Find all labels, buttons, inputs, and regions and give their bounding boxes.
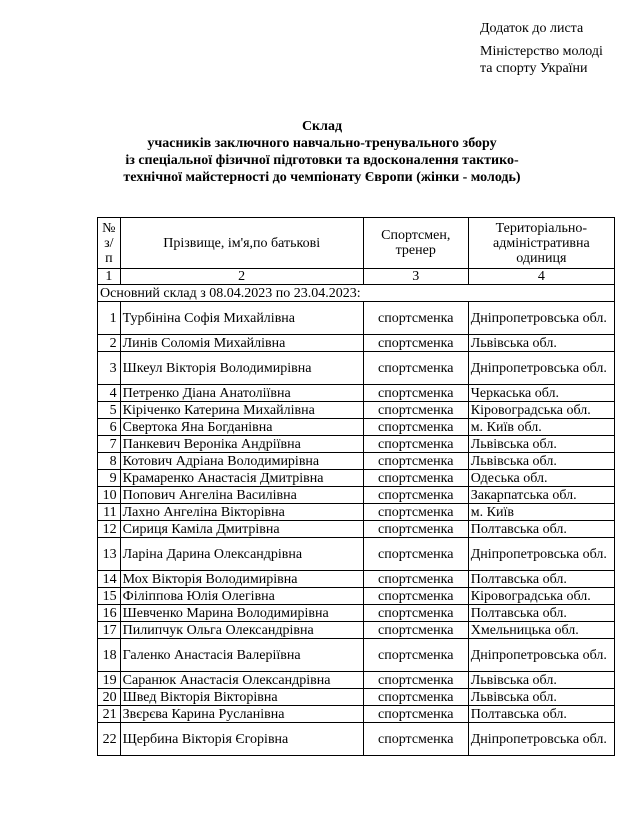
table-row [98,538,615,571]
participant-region: Полтавська обл. [468,571,614,588]
row-number: 12 [98,521,121,538]
participant-role: спортсменка [363,639,468,672]
participant-role: спортсменка [363,453,468,470]
participant-region: Дніпропетровська обл. [468,538,614,571]
table-row [98,689,615,706]
row-number: 15 [98,588,121,605]
row-number: 5 [98,402,121,419]
participant-role: спортсменка [363,689,468,706]
participant-region: Полтавська обл. [468,605,614,622]
participant-role: спортсменка [363,672,468,689]
row-number: 20 [98,689,121,706]
table-row [98,723,615,756]
participant-role: спортсменка [363,538,468,571]
participant-role: спортсменка [363,605,468,622]
participant-name: Турбініна Софія Михайлівна [120,302,363,335]
section-label: Основний склад з 08.04.2023 по 23.04.2023: [98,285,615,302]
participant-role: спортсменка [363,352,468,385]
participant-name: Шевченко Марина Володимирівна [120,605,363,622]
table-row [98,385,615,402]
table-row [98,639,615,672]
title-line: технічної майстерності до чемпіонату Європи (жінки - молодь) [123,170,521,185]
participant-name: Ларіна Дарина Олександрівна [120,538,363,571]
row-number: 10 [98,487,121,504]
participant-region: м. Київ обл. [468,419,614,436]
participant-name: Галенко Анастасія Валеріївна [120,639,363,672]
addendum-line: Міністерство молоді [480,44,603,59]
table-row [98,470,615,487]
row-number: 17 [98,622,121,639]
participant-name: Котович Адріана Володимирівна [120,453,363,470]
participant-name: Панкевич Вероніка Андріївна [120,436,363,453]
participant-region: Черкаська обл. [468,385,614,402]
participant-role: спортсменка [363,723,468,756]
row-number: 13 [98,538,121,571]
row-number: 3 [98,352,121,385]
row-number: 16 [98,605,121,622]
participant-role: спортсменка [363,402,468,419]
table-row [98,402,615,419]
row-number: 4 [98,385,121,402]
header-text: з/ [104,235,114,251]
header-text: тренер [395,243,436,258]
header-role [363,218,468,269]
participant-region: Дніпропетровська обл. [468,639,614,672]
row-number: 6 [98,419,121,436]
participant-role: спортсменка [363,419,468,436]
participant-name: Шкеул Вікторія Володимирівна [120,352,363,385]
participant-region: Закарпатська обл. [468,487,614,504]
row-number: 14 [98,571,121,588]
table-row [98,335,615,352]
header-text: № [102,220,116,236]
participant-region: Львівська обл. [468,689,614,706]
participant-region: Львівська обл. [468,436,614,453]
table-row [98,487,615,504]
participant-role: спортсменка [363,302,468,335]
participant-region: Львівська обл. [468,453,614,470]
participant-name: Лахно Ангеліна Вікторівна [120,504,363,521]
participant-name: Мох Вікторія Володимирівна [120,571,363,588]
column-number: 1 [98,269,121,285]
participant-region: Львівська обл. [468,672,614,689]
column-number: 4 [468,269,614,285]
participant-role: спортсменка [363,436,468,453]
row-number: 22 [98,723,121,756]
participant-name: Пилипчук Ольга Олександрівна [120,622,363,639]
participant-role: спортсменка [363,504,468,521]
row-number: 7 [98,436,121,453]
participant-region: Кіровоградська обл. [468,588,614,605]
participant-name: Линів Соломія Михайлівна [120,335,363,352]
participant-region: Дніпропетровська обл. [468,723,614,756]
row-number: 11 [98,504,121,521]
table-row [98,622,615,639]
participant-region: м. Київ [468,504,614,521]
header-text: Територіально- [495,220,588,236]
title-line: із спеціальної фізичної підготовки та вдосконалення тактико- [125,153,519,168]
section-row [98,285,615,302]
column-number: 2 [120,269,363,285]
document-title [0,118,644,186]
table-row [98,453,615,470]
row-number: 1 [98,302,121,335]
participant-region: Львівська обл. [468,335,614,352]
table-row [98,605,615,622]
title-line: учасників заключного навчально-тренувального збору [147,136,497,151]
participant-region: Одеська обл. [468,470,614,487]
participant-role: спортсменка [363,588,468,605]
participant-name: Саранюк Анастасія Олександрівна [120,672,363,689]
row-number: 19 [98,672,121,689]
participant-name: Кіріченко Катерина Михайлівна [120,402,363,419]
participant-role: спортсменка [363,521,468,538]
participant-region: Кіровоградська обл. [468,402,614,419]
participants-table [97,217,615,756]
header-text: одиниця [516,250,567,266]
participant-role: спортсменка [363,571,468,588]
row-number: 18 [98,639,121,672]
table-row [98,672,615,689]
participant-role: спортсменка [363,622,468,639]
table-row [98,302,615,335]
participant-region: Хмельницька обл. [468,622,614,639]
participant-name: Звєрєва Карина Русланівна [120,706,363,723]
table-row [98,436,615,453]
participant-name: Крамаренко Анастасія Дмитрівна [120,470,363,487]
participant-region: Дніпропетровська обл. [468,302,614,335]
participant-role: спортсменка [363,487,468,504]
table-row [98,521,615,538]
table-row [98,706,615,723]
participant-name: Сириця Каміла Дмитрівна [120,521,363,538]
table-row [98,588,615,605]
header-text: Спортсмен, [381,228,451,243]
participant-role: спортсменка [363,335,468,352]
row-number: 21 [98,706,121,723]
column-number: 3 [363,269,468,285]
participant-name: Попович Ангеліна Василівна [120,487,363,504]
addendum-line: та спорту України [480,61,588,76]
header-name: Прізвище, ім'я,по батькові [120,218,363,269]
row-number: 8 [98,453,121,470]
table-row [98,419,615,436]
participant-role: спортсменка [363,706,468,723]
table-row [98,571,615,588]
participant-region: Полтавська обл. [468,521,614,538]
row-number: 9 [98,470,121,487]
participant-role: спортсменка [363,385,468,402]
participant-region: Полтавська обл. [468,706,614,723]
addendum-block [480,20,640,77]
header-text: адміністративна [493,235,590,251]
table-header-row [98,218,615,269]
participant-region: Дніпропетровська обл. [468,352,614,385]
header-number [98,218,121,269]
participant-name: Свертока Яна Богданівна [120,419,363,436]
row-number: 2 [98,335,121,352]
participant-name: Філіппова Юлія Олегівна [120,588,363,605]
addendum-line: Додаток до листа [480,21,584,36]
participant-name: Петренко Діана Анатоліївна [120,385,363,402]
participant-name: Швед Вікторія Вікторівна [120,689,363,706]
header-text: п [105,250,113,266]
table-row [98,504,615,521]
table-row [98,352,615,385]
participant-role: спортсменка [363,470,468,487]
title-line: Склад [301,119,343,134]
column-number-row [98,269,615,285]
header-region [468,218,614,269]
participant-name: Щербина Вікторія Єгорівна [120,723,363,756]
